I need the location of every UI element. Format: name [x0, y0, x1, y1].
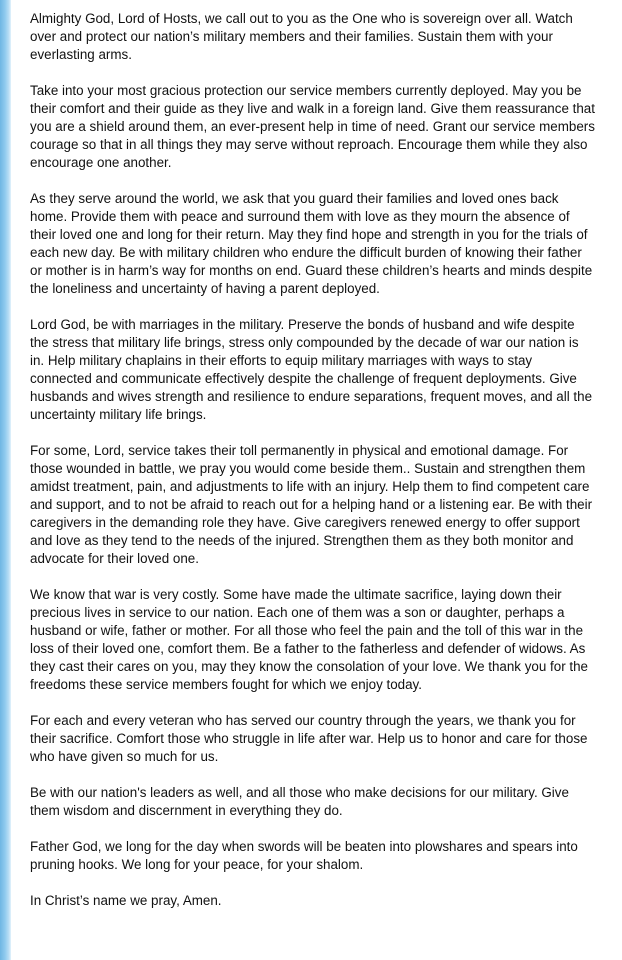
paragraph-opening: Almighty God, Lord of Hosts, we call out to you as the One who is sovereign over all. Watch over and protect our nation’s military members and their families. Sustain them with your everlasting arms. — [30, 11, 573, 62]
left-accent-border — [0, 0, 11, 960]
paragraph-peace: Father God, we long for the day when swords will be beaten into plowshares and spears into pruning hooks. We long for your peace, for your shalom. — [30, 839, 578, 872]
paragraph-deployed: Take into your most gracious protection our service members currently deployed. May you be their comfort and their guide as they live and walk in a foreign land. Give them reassurance that you are a shield around them, an ever-present help in time of need. Grant our service members courage so that in all things they may serve without reproach. Encourage them while they also encourage one another. — [30, 83, 595, 170]
paragraph-wounded: For some, Lord, service takes their toll permanently in physical and emotional damage. For those wounded in battle, we pray you would come beside them.. Sustain and strengthen them amidst treatment, pain, and adjustments to life with an injury. Help them to find competent care and support, and to not be afraid to reach out for a helping hand or a listening ear. Be with their caregivers in the demanding role they have. Give caregivers renewed energy to offer support and love as they tend to the needs of the injured. Strengthen them as they both monitor and advocate for their loved one. — [30, 443, 593, 566]
paragraph-sacrifice: We know that war is very costly. Some have made the ultimate sacrifice, laying down their precious lives in service to our nation. Each one of them was a son or daughter, perhaps a husband or wife, father or mother. For all those who feel the pain and the toll of this war in the loss of their loved one, comfort them. Be a father to the fatherless and defender of widows. As they cast their cares on you, may they know the consolation of your love. We thank you for the freedoms these service members fought for which we enjoy today. — [30, 587, 588, 692]
paragraph-veterans: For each and every veteran who has served our country through the years, we thank you for their sacrifice. Comfort those who struggle in life after war. Help us to honor and care for those who have given so much for us. — [30, 713, 588, 764]
prayer-document — [30, 10, 596, 928]
paragraph-marriages: Lord God, be with marriages in the military. Preserve the bonds of husband and wife despite the stress that military life brings, stress only compounded by the decade of war our nation is in. Help military chaplains in their efforts to equip military marriages with ways to stay connected and communicate effectively despite the challenge of frequent deployments. Give husbands and wives strength and resilience to endure separations, frequent moves, and all the uncertainty military life brings. — [30, 317, 593, 422]
paragraph-leaders: Be with our nation's leaders as well, and all those who make decisions for our military. Give them wisdom and discernment in everything they do. — [30, 785, 569, 818]
paragraph-closing: In Christ’s name we pray, Amen. — [30, 893, 222, 908]
paragraph-families: As they serve around the world, we ask that you guard their families and loved ones back home. Provide them with peace and surround them with love as they mourn the absence of their loved one and long for their return. May they find hope and strength in you for the trials of each new day. Be with military children who endure the difficult burden of knowing their father or mother is in harm’s way for months on end. Guard these children’s hearts and minds despite the loneliness and uncertainty of having a parent deployed. — [30, 191, 593, 296]
